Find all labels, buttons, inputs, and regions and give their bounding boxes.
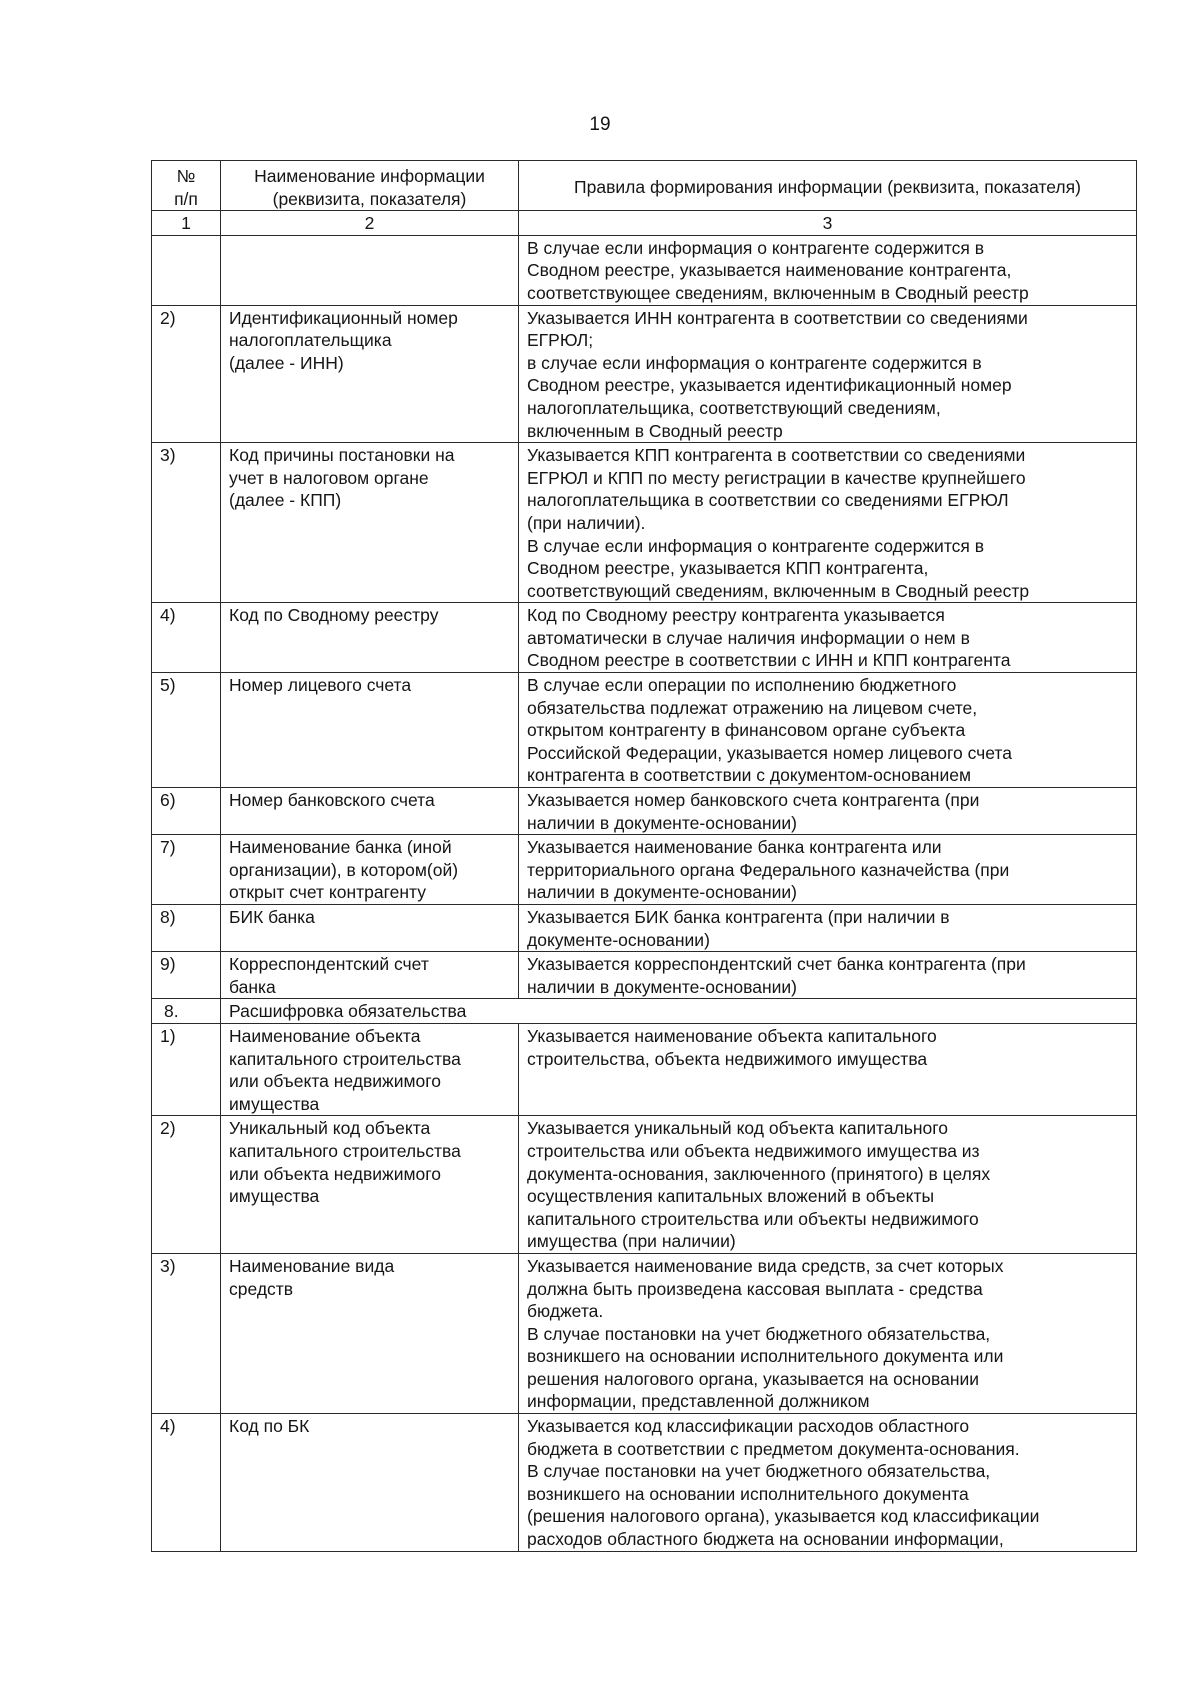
page-number: 19	[589, 114, 611, 135]
row-rule: В случае если информация о контрагенте содержится в Сводном реестре, указывается наименование контрагента, соответствующее сведениям, включенным в Сводный реестр	[519, 235, 1137, 305]
table-row	[152, 1116, 1137, 1254]
row-rule: Указывается наименование банка контрагента или территориального органа Федерального казначейства (при наличии в документе-основании)	[519, 835, 1137, 905]
row-number: 8)	[152, 905, 221, 952]
row-number: 2)	[152, 305, 221, 443]
row-rule: Указывается ИНН контрагента в соответствии со сведениями ЕГРЮЛ; в случае если информация о контрагенте содержится в Сводном реестре, указывается идентификационный номер налогоплательщика, соответствующий сведениям, включенным в Сводный реестр	[519, 305, 1137, 443]
table-row	[152, 1023, 1137, 1115]
table-row	[152, 603, 1137, 673]
row-name: Код по БК	[221, 1414, 519, 1552]
table-row	[152, 1414, 1137, 1552]
row-name: Наименование вида средств	[221, 1253, 519, 1413]
row-rule: Указывается наименование объекта капитального строительства, объекта недвижимого имущества	[519, 1023, 1137, 1115]
header-rules: Правила формирования информации (реквизита, показателя)	[519, 161, 1137, 211]
row-name: Наименование объекта капитального строительства или объекта недвижимого имущества	[221, 1023, 519, 1115]
row-name: Корреспондентский счет банка	[221, 952, 519, 999]
table-row	[152, 905, 1137, 952]
table-row	[152, 788, 1137, 835]
row-number: 2)	[152, 1116, 221, 1254]
row-name: Код причины постановки на учет в налоговом органе (далее - КПП)	[221, 443, 519, 603]
row-name	[221, 235, 519, 305]
table-row	[152, 835, 1137, 905]
row-rule: Указывается наименование вида средств, за счет которых должна быть произведена кассовая выплата - средства бюджета. В случае постановки на учет бюджетного обязательства, возникшего на основании исполнительного документа или решения налогового органа, указывается на основании информации, представленной должником	[519, 1253, 1137, 1413]
row-name: Номер банковского счета	[221, 788, 519, 835]
row-number: 7)	[152, 835, 221, 905]
row-rule: Указывается номер банковского счета контрагента (при наличии в документе-основании)	[519, 788, 1137, 835]
row-name: Код по Сводному реестру	[221, 603, 519, 673]
table-row	[152, 952, 1137, 999]
row-rule: Указывается КПП контрагента в соответствии со сведениями ЕГРЮЛ и КПП по месту регистрации в качестве крупнейшего налогоплательщика в соответствии со сведениями ЕГРЮЛ (при наличии). В случае если информация о контрагенте содержится в Сводном реестре, указывается КПП контрагента, соответствующий сведениям, включенным в Сводный реестр	[519, 443, 1137, 603]
column-number-1: 1	[152, 211, 221, 236]
row-name: Уникальный код объекта капитального строительства или объекта недвижимого имущества	[221, 1116, 519, 1254]
row-number: 4)	[152, 603, 221, 673]
row-rule: Указывается корреспондентский счет банка контрагента (при наличии в документе-основании)	[519, 952, 1137, 999]
table-row	[152, 305, 1137, 443]
table-header-row	[152, 161, 1137, 211]
header-name: Наименование информации (реквизита, показателя)	[221, 161, 519, 211]
row-rule: В случае если операции по исполнению бюджетного обязательства подлежат отражению на лицевом счете, открытом контрагенту в финансовом органе субъекта Российской Федерации, указывается номер лицевого счета контрагента в соответствии с документом-основанием	[519, 673, 1137, 788]
requisites-table	[151, 160, 1137, 1552]
section-number: 8.	[152, 999, 221, 1024]
row-name: Номер лицевого счета	[221, 673, 519, 788]
table-row	[152, 673, 1137, 788]
section-row	[152, 999, 1137, 1024]
section-title: Расшифровка обязательства	[221, 999, 1137, 1024]
row-number	[152, 235, 221, 305]
row-number: 6)	[152, 788, 221, 835]
column-number-3: 3	[519, 211, 1137, 236]
row-number: 1)	[152, 1023, 221, 1115]
column-number-row	[152, 211, 1137, 236]
row-name: БИК банка	[221, 905, 519, 952]
row-number: 3)	[152, 1253, 221, 1413]
row-rule: Указывается уникальный код объекта капитального строительства или объекта недвижимого имущества из документа-основания, заключенного (принятого) в целях осуществления капитальных вложений в объекты капитального строительства или объекты недвижимого имущества (при наличии)	[519, 1116, 1137, 1254]
row-number: 3)	[152, 443, 221, 603]
row-number: 4)	[152, 1414, 221, 1552]
row-rule: Код по Сводному реестру контрагента указывается автоматически в случае наличия информации о нем в Сводном реестре в соответствии с ИНН и КПП контрагента	[519, 603, 1137, 673]
row-number: 9)	[152, 952, 221, 999]
row-rule: Указывается БИК банка контрагента (при наличии в документе-основании)	[519, 905, 1137, 952]
table-row	[152, 1253, 1137, 1413]
table-row	[152, 235, 1137, 305]
row-number: 5)	[152, 673, 221, 788]
table-row	[152, 443, 1137, 603]
row-rule: Указывается код классификации расходов областного бюджета в соответствии с предметом документа-основания. В случае постановки на учет бюджетного обязательства, возникшего на основании исполнительного документа (решения налогового органа), указывается код классификации расходов областного бюджета на основании информации,	[519, 1414, 1137, 1552]
column-number-2: 2	[221, 211, 519, 236]
header-number: № п/п	[152, 161, 221, 211]
row-name: Наименование банка (иной организации), в котором(ой) открыт счет контрагенту	[221, 835, 519, 905]
row-name: Идентификационный номер налогоплательщика (далее - ИНН)	[221, 305, 519, 443]
